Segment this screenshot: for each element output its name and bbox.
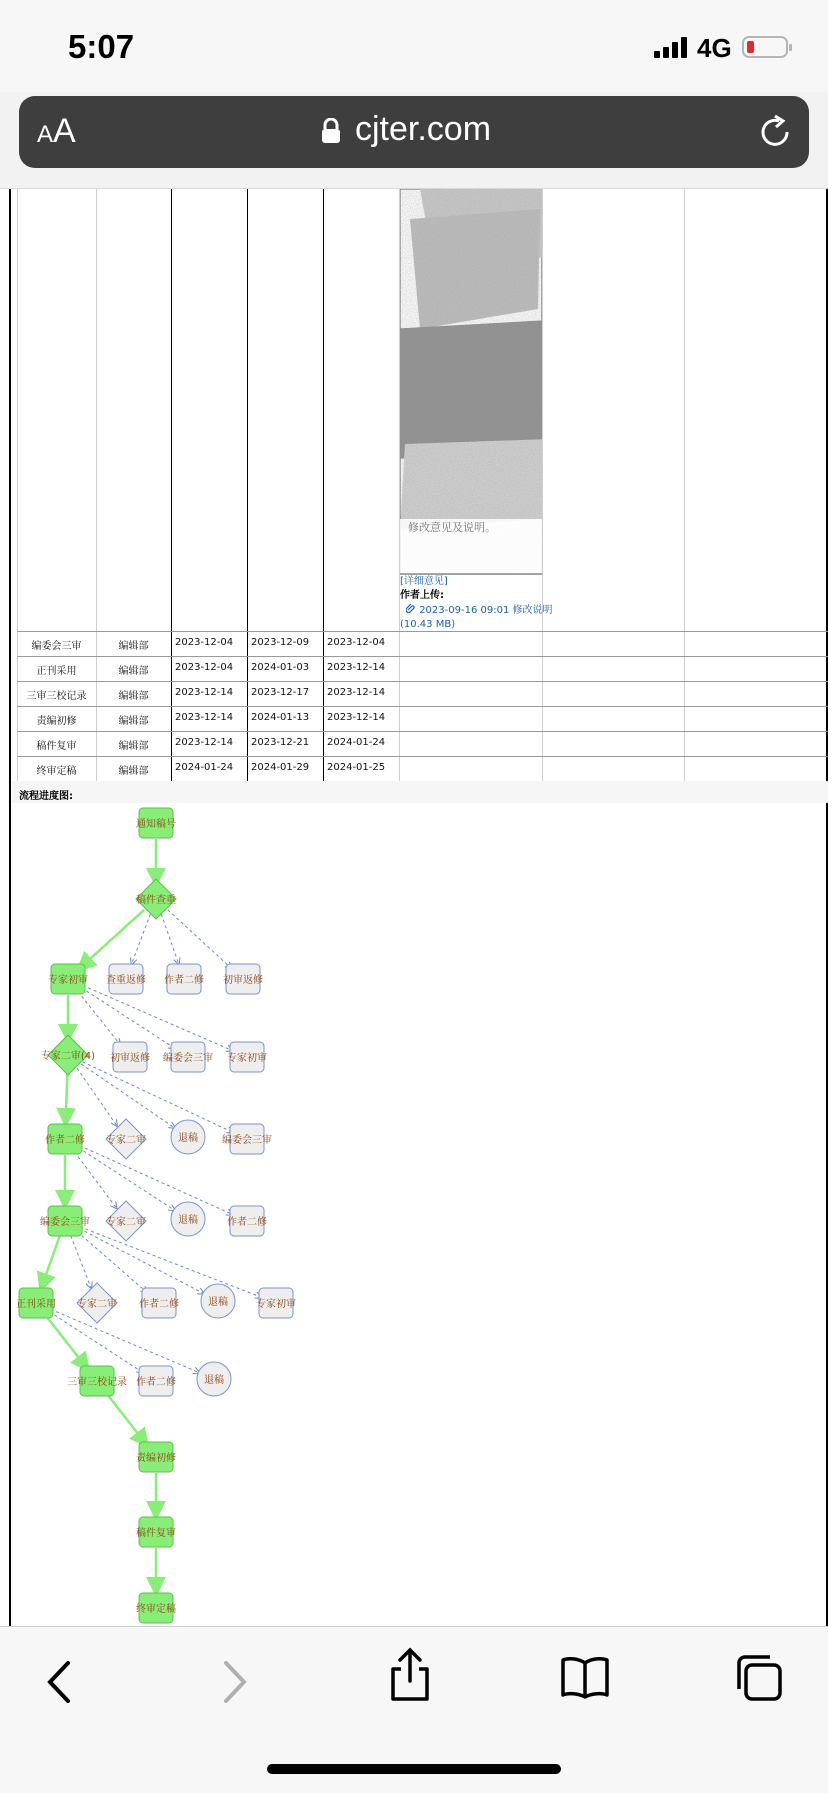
flow-node-label: 正刊采用 bbox=[16, 1299, 56, 1310]
detail-opinion-link[interactable]: [详细意见] bbox=[400, 576, 448, 587]
flow-node-label: 作者二修 bbox=[227, 1217, 267, 1228]
flow-node-label: 初审返修 bbox=[223, 975, 263, 986]
table-row-divider bbox=[17, 656, 828, 657]
back-icon[interactable] bbox=[44, 1657, 76, 1707]
table-cell-start: 2023-12-14 bbox=[175, 687, 234, 698]
table-cell-dept: 编辑部 bbox=[118, 716, 149, 727]
flow-node-label: 责编初修 bbox=[136, 1453, 176, 1464]
table-cell-done: 2023-12-14 bbox=[327, 687, 386, 698]
table-cell-start: 2023-12-14 bbox=[175, 737, 234, 748]
attachment-scan-image bbox=[400, 189, 542, 575]
table-cell-done: 2023-12-14 bbox=[327, 712, 386, 723]
flow-node-board3 bbox=[40, 1206, 90, 1236]
flow-node-n_first_fix bbox=[223, 964, 263, 994]
flow-node-label: 作者二修 bbox=[139, 1299, 179, 1310]
table-cell-due: 2023-12-17 bbox=[251, 687, 310, 698]
flow-node-b_first_fix bbox=[110, 1042, 150, 1072]
table-cell-start: 2023-12-04 bbox=[175, 662, 234, 673]
table-row-divider bbox=[17, 731, 828, 732]
flow-node-label: 专家二审 bbox=[77, 1299, 117, 1310]
home-indicator bbox=[267, 1764, 561, 1774]
flow-node-label: 稿件复审 bbox=[136, 1528, 176, 1539]
author-upload-label: 作者上传: bbox=[400, 590, 444, 601]
table-row-divider bbox=[17, 756, 828, 757]
flow-node-label: 作者二修 bbox=[136, 1377, 176, 1388]
flow-node-f_reject bbox=[197, 1362, 231, 1396]
flow-node-label: 作者二修 bbox=[164, 975, 204, 986]
flow-node-expert1 bbox=[48, 964, 88, 994]
flow-edge bbox=[46, 1316, 87, 1369]
flow-edge bbox=[75, 1152, 117, 1208]
table-cell-step: 三审三校记录 bbox=[26, 691, 87, 702]
table-cell-due: 2023-12-09 bbox=[251, 637, 310, 648]
share-icon[interactable] bbox=[387, 1647, 433, 1703]
flow-node-label: 退稿 bbox=[208, 1297, 228, 1308]
table-cell-due: 2024-01-29 bbox=[251, 762, 310, 773]
flow-edge bbox=[78, 992, 120, 1045]
flow-node-label: 专家初审 bbox=[48, 975, 88, 986]
flow-node-f_author2 bbox=[136, 1366, 176, 1396]
flow-node-label: 编委会三审 bbox=[222, 1135, 272, 1146]
flow-edge bbox=[51, 1309, 200, 1372]
table-cell-due: 2024-01-03 bbox=[251, 662, 310, 673]
flow-node-label: 退稿 bbox=[178, 1133, 198, 1144]
flow-node-label: 编委会三审 bbox=[40, 1217, 90, 1228]
revision-file-size: (10.43 MB) bbox=[400, 619, 456, 630]
table-cell-step: 编委会三审 bbox=[31, 641, 82, 652]
lock-icon bbox=[321, 118, 341, 144]
flow-edge bbox=[107, 1394, 146, 1445]
flow-edge bbox=[77, 1068, 117, 1126]
flow-node-d_reject bbox=[171, 1202, 205, 1236]
table-cell-step: 稿件复审 bbox=[36, 741, 77, 752]
text-size-button[interactable]: AA bbox=[37, 112, 76, 150]
flow-node-notify bbox=[136, 808, 176, 838]
flow-node-b_board3 bbox=[163, 1042, 213, 1072]
flow-edge bbox=[80, 910, 144, 968]
paperclip-icon bbox=[406, 603, 416, 613]
flow-node-expert2 bbox=[41, 1035, 95, 1075]
attachment-caption: 修改意见及说明。 bbox=[408, 521, 496, 534]
table-cell-dept: 编辑部 bbox=[118, 641, 149, 652]
table-cell-done: 2023-12-14 bbox=[327, 662, 386, 673]
url-host[interactable]: cjter.com bbox=[355, 110, 492, 148]
table-cell-done: 2023-12-04 bbox=[327, 637, 386, 648]
battery-icon bbox=[742, 36, 788, 58]
flow-node-n_author2 bbox=[164, 964, 204, 994]
flow-node-label: 三审三校记录 bbox=[67, 1377, 127, 1388]
table-row-divider bbox=[17, 681, 828, 682]
flow-node-label: 稿件查重 bbox=[136, 895, 176, 906]
flow-node-label: 专家初审 bbox=[256, 1299, 296, 1310]
flow-node-label: 通知稿号 bbox=[136, 819, 176, 830]
flow-node-review_record bbox=[67, 1366, 127, 1396]
table-cell-step: 责编初修 bbox=[36, 716, 77, 727]
table-cell-dept: 编辑部 bbox=[118, 691, 149, 702]
flow-node-accept bbox=[16, 1288, 56, 1318]
status-time: 5:07 bbox=[68, 28, 135, 65]
flow-edge bbox=[77, 1232, 147, 1293]
flow-node-label: 专家二审 bbox=[106, 1217, 146, 1228]
address-bar[interactable] bbox=[19, 96, 809, 168]
flow-edge bbox=[66, 1071, 68, 1123]
table-cell-dept: 编辑部 bbox=[118, 666, 149, 677]
table-cell-start: 2023-12-04 bbox=[175, 637, 234, 648]
flow-node-c_reject bbox=[171, 1120, 205, 1154]
flow-node-label: 编委会三审 bbox=[163, 1053, 213, 1064]
forward-icon[interactable] bbox=[218, 1657, 250, 1707]
flow-node-label: 作者二修 bbox=[45, 1135, 85, 1146]
flow-node-final bbox=[136, 1593, 176, 1623]
table-cell-due: 2024-01-13 bbox=[251, 712, 310, 723]
table-row-divider bbox=[17, 706, 828, 707]
status-bar bbox=[0, 0, 828, 92]
flow-node-label: 专家初审 bbox=[227, 1053, 267, 1064]
flow-node-d_expert2 bbox=[106, 1201, 146, 1241]
flow-edge bbox=[82, 1062, 232, 1132]
flow-edge bbox=[161, 914, 178, 964]
flow-edge bbox=[83, 985, 233, 1050]
flow-node-e_expert2 bbox=[77, 1283, 117, 1323]
table-cell-start: 2024-01-24 bbox=[175, 762, 234, 773]
network-label: 4G bbox=[697, 33, 732, 63]
flow-node-label: 专家二审(4) bbox=[40, 1051, 96, 1062]
bookmarks-icon[interactable] bbox=[560, 1655, 610, 1699]
flow-node-label: 专家二审 bbox=[106, 1135, 146, 1146]
flow-node-label: 退稿 bbox=[204, 1375, 224, 1386]
flow-node-e_reject bbox=[201, 1284, 235, 1318]
flow-node-e_expert1 bbox=[256, 1288, 296, 1318]
flow-node-edit_fix bbox=[136, 1442, 176, 1472]
flow-node-d_author2 bbox=[227, 1206, 267, 1236]
flow-edge bbox=[81, 1064, 175, 1128]
tabs-icon[interactable] bbox=[734, 1653, 784, 1703]
flow-node-recheck bbox=[136, 1517, 176, 1547]
flow-node-n_recheck_fix bbox=[106, 964, 146, 994]
table-cell-done: 2024-01-24 bbox=[327, 737, 386, 748]
flow-edge bbox=[81, 988, 174, 1049]
table-row-divider bbox=[17, 631, 828, 632]
flow-edge bbox=[80, 1146, 233, 1215]
table-cell-due: 2023-12-21 bbox=[251, 737, 310, 748]
flow-edge bbox=[132, 914, 151, 964]
flow-edge bbox=[41, 1236, 59, 1288]
flow-node-label: 退稿 bbox=[178, 1215, 198, 1226]
flow-title: 流程进度图: bbox=[19, 791, 73, 802]
page-content[interactable] bbox=[0, 188, 828, 1627]
flow-edge bbox=[71, 1236, 91, 1288]
flow-node-e_author2 bbox=[139, 1288, 179, 1318]
flow-node-label: 初审返修 bbox=[110, 1053, 150, 1064]
table-cell-step: 正刊采用 bbox=[36, 666, 77, 677]
flow-node-c_board3 bbox=[222, 1124, 272, 1154]
signal-icon bbox=[654, 36, 690, 58]
flow-node-c_expert2 bbox=[106, 1119, 146, 1159]
flow-node-author2 bbox=[45, 1124, 85, 1154]
table-cell-done: 2024-01-25 bbox=[327, 762, 386, 773]
reload-icon[interactable] bbox=[759, 114, 793, 150]
flow-edge bbox=[80, 1227, 261, 1297]
flow-node-label: 终审定稿 bbox=[136, 1604, 176, 1615]
table-cell-start: 2023-12-14 bbox=[175, 712, 234, 723]
flow-node-label: 查重返修 bbox=[106, 975, 146, 986]
flow-node-b_expert1 bbox=[227, 1042, 267, 1072]
flow-diagram bbox=[0, 803, 828, 1627]
table-cell-dept: 编辑部 bbox=[118, 766, 149, 777]
revision-file-link[interactable]: 2023-09-16 09:01 修改说明 bbox=[419, 605, 553, 616]
table-cell-dept: 编辑部 bbox=[118, 741, 149, 752]
table-cell-step: 终审定稿 bbox=[36, 766, 77, 777]
